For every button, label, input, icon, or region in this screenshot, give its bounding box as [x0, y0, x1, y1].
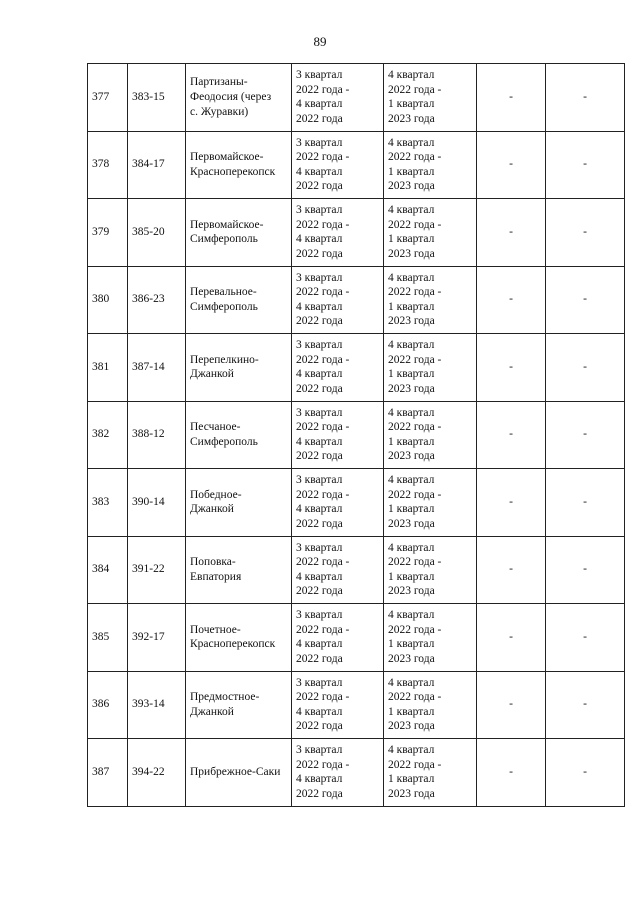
- route-name-cell: Первомайское- Красноперекопск: [186, 131, 292, 199]
- route-name-cell: Перепелкино- Джанкой: [186, 334, 292, 402]
- empty-value-cell: -: [477, 739, 546, 807]
- end-period-cell: 4 квартал 2022 года - 1 квартал 2023 года: [384, 604, 477, 672]
- row-number-cell: 377: [88, 64, 128, 132]
- empty-value-cell: -: [477, 671, 546, 739]
- table-row: [88, 401, 625, 469]
- route-name-cell: Предмостное- Джанкой: [186, 671, 292, 739]
- table-row: [88, 131, 625, 199]
- route-code-cell: 384-17: [128, 131, 186, 199]
- table-row: [88, 266, 625, 334]
- row-number-cell: 386: [88, 671, 128, 739]
- row-number-cell: 384: [88, 536, 128, 604]
- end-period-cell: 4 квартал 2022 года - 1 квартал 2023 года: [384, 401, 477, 469]
- start-period-cell: 3 квартал 2022 года - 4 квартал 2022 года: [292, 64, 384, 132]
- empty-value-cell: -: [477, 334, 546, 402]
- table-row: [88, 671, 625, 739]
- empty-value-cell: -: [546, 671, 625, 739]
- route-name-cell: Перевальное- Симферополь: [186, 266, 292, 334]
- route-name-cell: Прибрежное-Саки: [186, 739, 292, 807]
- start-period-cell: 3 квартал 2022 года - 4 квартал 2022 года: [292, 401, 384, 469]
- empty-value-cell: -: [477, 199, 546, 267]
- table-row: [88, 334, 625, 402]
- empty-value-cell: -: [477, 266, 546, 334]
- empty-value-cell: -: [546, 131, 625, 199]
- table-row: [88, 64, 625, 132]
- routes-table: [87, 63, 625, 807]
- empty-value-cell: -: [546, 401, 625, 469]
- start-period-cell: 3 квартал 2022 года - 4 квартал 2022 года: [292, 671, 384, 739]
- route-name-cell: Первомайское- Симферополь: [186, 199, 292, 267]
- route-code-cell: 387-14: [128, 334, 186, 402]
- row-number-cell: 379: [88, 199, 128, 267]
- route-code-cell: 392-17: [128, 604, 186, 672]
- route-name-cell: Почетное- Красноперекопск: [186, 604, 292, 672]
- route-code-cell: 386-23: [128, 266, 186, 334]
- start-period-cell: 3 квартал 2022 года - 4 квартал 2022 года: [292, 131, 384, 199]
- empty-value-cell: -: [546, 469, 625, 537]
- route-code-cell: 385-20: [128, 199, 186, 267]
- row-number-cell: 383: [88, 469, 128, 537]
- table-row: [88, 739, 625, 807]
- table-row: [88, 536, 625, 604]
- route-name-cell: Партизаны- Феодосия (через с. Журавки): [186, 64, 292, 132]
- end-period-cell: 4 квартал 2022 года - 1 квартал 2023 года: [384, 334, 477, 402]
- start-period-cell: 3 квартал 2022 года - 4 квартал 2022 года: [292, 334, 384, 402]
- table-row: [88, 469, 625, 537]
- route-name-cell: Поповка- Евпатория: [186, 536, 292, 604]
- empty-value-cell: -: [477, 401, 546, 469]
- empty-value-cell: -: [477, 131, 546, 199]
- empty-value-cell: -: [546, 604, 625, 672]
- end-period-cell: 4 квартал 2022 года - 1 квартал 2023 года: [384, 536, 477, 604]
- route-code-cell: 383-15: [128, 64, 186, 132]
- page-number: 89: [313, 34, 327, 49]
- row-number-cell: 385: [88, 604, 128, 672]
- empty-value-cell: -: [546, 64, 625, 132]
- route-name-cell: Победное- Джанкой: [186, 469, 292, 537]
- end-period-cell: 4 квартал 2022 года - 1 квартал 2023 года: [384, 266, 477, 334]
- row-number-cell: 381: [88, 334, 128, 402]
- route-code-cell: 393-14: [128, 671, 186, 739]
- end-period-cell: 4 квартал 2022 года - 1 квартал 2023 года: [384, 131, 477, 199]
- table-row: [88, 604, 625, 672]
- row-number-cell: 382: [88, 401, 128, 469]
- route-name-cell: Песчаное- Симферополь: [186, 401, 292, 469]
- empty-value-cell: -: [477, 604, 546, 672]
- empty-value-cell: -: [546, 199, 625, 267]
- row-number-cell: 378: [88, 131, 128, 199]
- row-number-cell: 380: [88, 266, 128, 334]
- empty-value-cell: -: [546, 739, 625, 807]
- start-period-cell: 3 квартал 2022 года - 4 квартал 2022 года: [292, 604, 384, 672]
- end-period-cell: 4 квартал 2022 года - 1 квартал 2023 года: [384, 199, 477, 267]
- routes-table-body: [88, 64, 625, 807]
- start-period-cell: 3 квартал 2022 года - 4 квартал 2022 года: [292, 536, 384, 604]
- route-code-cell: 394-22: [128, 739, 186, 807]
- empty-value-cell: -: [477, 469, 546, 537]
- end-period-cell: 4 квартал 2022 года - 1 квартал 2023 года: [384, 469, 477, 537]
- route-code-cell: 391-22: [128, 536, 186, 604]
- row-number-cell: 387: [88, 739, 128, 807]
- route-code-cell: 390-14: [128, 469, 186, 537]
- end-period-cell: 4 квартал 2022 года - 1 квартал 2023 года: [384, 671, 477, 739]
- start-period-cell: 3 квартал 2022 года - 4 квартал 2022 года: [292, 469, 384, 537]
- route-code-cell: 388-12: [128, 401, 186, 469]
- start-period-cell: 3 квартал 2022 года - 4 квартал 2022 года: [292, 199, 384, 267]
- end-period-cell: 4 квартал 2022 года - 1 квартал 2023 года: [384, 64, 477, 132]
- start-period-cell: 3 квартал 2022 года - 4 квартал 2022 года: [292, 266, 384, 334]
- start-period-cell: 3 квартал 2022 года - 4 квартал 2022 года: [292, 739, 384, 807]
- empty-value-cell: -: [477, 64, 546, 132]
- empty-value-cell: -: [546, 536, 625, 604]
- end-period-cell: 4 квартал 2022 года - 1 квартал 2023 года: [384, 739, 477, 807]
- empty-value-cell: -: [546, 266, 625, 334]
- empty-value-cell: -: [546, 334, 625, 402]
- table-row: [88, 199, 625, 267]
- empty-value-cell: -: [477, 536, 546, 604]
